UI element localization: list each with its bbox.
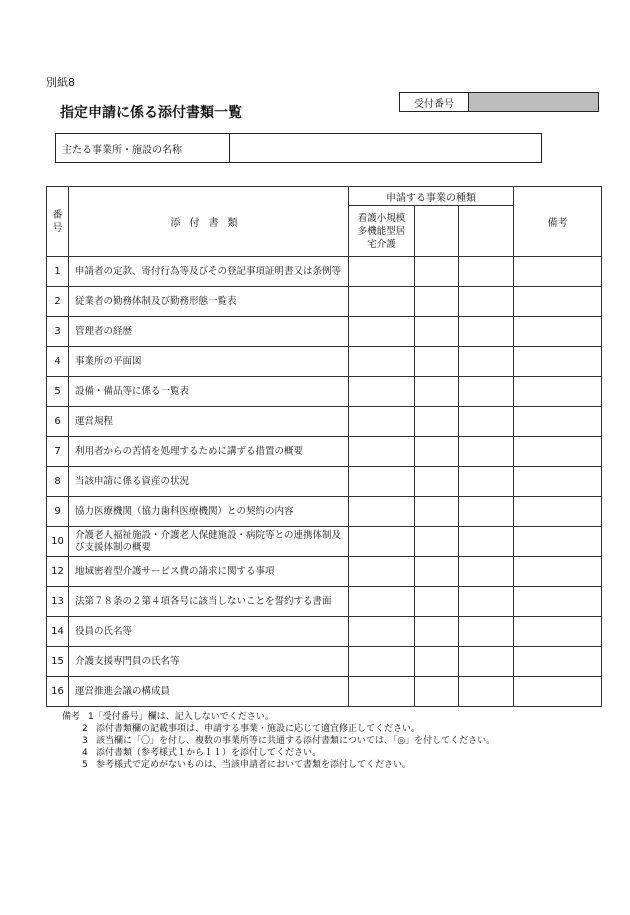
row-check-service-3[interactable] <box>459 527 514 557</box>
facility-name-box <box>55 133 542 163</box>
row-check-service-3[interactable] <box>459 407 514 437</box>
row-check-service-3[interactable] <box>459 647 514 677</box>
row-check-service-3[interactable] <box>459 437 514 467</box>
note-text: 参考様式で定めがないものは、当該申請者において書類を添付してください。 <box>96 760 412 770</box>
row-number: 10 <box>47 527 69 557</box>
row-document: 従業者の勤務体制及び勤務形態一覧表 <box>69 287 349 317</box>
table-row <box>47 377 602 407</box>
note-number: 4 <box>82 748 88 758</box>
row-document: 設備・備品等に係る一覧表 <box>69 377 349 407</box>
row-check-service-1[interactable] <box>349 497 415 527</box>
row-document: 法第７８条の２第４項各号に該当しないことを誓約する書面 <box>69 587 349 617</box>
row-check-service-3[interactable] <box>459 347 514 377</box>
row-remarks[interactable] <box>514 677 602 707</box>
row-check-service-1[interactable] <box>349 317 415 347</box>
row-remarks[interactable] <box>514 647 602 677</box>
form-label: 別紙8 <box>46 76 75 89</box>
row-number: 16 <box>47 677 69 707</box>
row-check-service-2[interactable] <box>415 617 459 647</box>
row-number: 2 <box>47 287 69 317</box>
row-number: 5 <box>47 377 69 407</box>
note-text: 添付書類欄の記載事項は、申請する事業・施設に応じて適宜修正してください。 <box>96 724 421 734</box>
row-check-service-1[interactable] <box>349 347 415 377</box>
row-check-service-2[interactable] <box>415 407 459 437</box>
row-remarks[interactable] <box>514 527 602 557</box>
table-row <box>47 347 602 377</box>
note-line <box>62 711 495 723</box>
row-document: 当該申請に係る資産の状況 <box>69 467 349 497</box>
table-row <box>47 287 602 317</box>
row-document: 利用者からの苦情を処理するために講ずる措置の概要 <box>69 437 349 467</box>
note-text: 「受付番号」欄は、記入しないでください。 <box>93 712 274 722</box>
row-document: 地域密着型介護サービス費の請求に関する事項 <box>69 557 349 587</box>
header-service-type: 申請する事業の種類 <box>349 187 514 206</box>
table-row <box>47 497 602 527</box>
table-row <box>47 317 602 347</box>
receipt-number-box <box>399 92 599 112</box>
row-check-service-3[interactable] <box>459 557 514 587</box>
note-text: 該当欄に「〇」を付し、複数の事業所等に共通する添付書類については、「◎」を付してください。 <box>96 736 496 746</box>
facility-name-label: 主たる事業所・施設の名称 <box>56 134 230 162</box>
row-check-service-2[interactable] <box>415 647 459 677</box>
table-row <box>47 407 602 437</box>
row-remarks[interactable] <box>514 497 602 527</box>
row-check-service-1[interactable] <box>349 257 415 287</box>
row-check-service-3[interactable] <box>459 677 514 707</box>
row-remarks[interactable] <box>514 587 602 617</box>
row-remarks[interactable] <box>514 557 602 587</box>
table-row <box>47 257 602 287</box>
row-check-service-1[interactable] <box>349 587 415 617</box>
row-check-service-3[interactable] <box>459 617 514 647</box>
row-remarks[interactable] <box>514 377 602 407</box>
table-row <box>47 467 602 497</box>
table-row <box>47 527 602 557</box>
page-title: 指定申請に係る添付書類一覧 <box>60 105 242 121</box>
header-service-3 <box>459 206 514 257</box>
note-line <box>62 723 495 735</box>
row-check-service-3[interactable] <box>459 467 514 497</box>
row-number: 12 <box>47 557 69 587</box>
receipt-number-field[interactable] <box>469 93 598 111</box>
row-check-service-2[interactable] <box>415 527 459 557</box>
row-remarks[interactable] <box>514 287 602 317</box>
row-check-service-3[interactable] <box>459 587 514 617</box>
row-check-service-2[interactable] <box>415 677 459 707</box>
row-document: 運営規程 <box>69 407 349 437</box>
row-check-service-2[interactable] <box>415 437 459 467</box>
header-service-2 <box>415 206 459 257</box>
table-row <box>47 557 602 587</box>
header-documents: 添付書類 <box>69 187 349 257</box>
row-check-service-1[interactable] <box>349 677 415 707</box>
row-check-service-1[interactable] <box>349 377 415 407</box>
row-document: 申請者の定款、寄付行為等及びその登記事項証明書又は条例等 <box>69 257 349 287</box>
row-check-service-2[interactable] <box>415 497 459 527</box>
attachment-table <box>46 186 602 707</box>
row-remarks[interactable] <box>514 437 602 467</box>
table-row <box>47 647 602 677</box>
row-check-service-2[interactable] <box>415 587 459 617</box>
note-number: 5 <box>82 760 88 770</box>
row-check-service-3[interactable] <box>459 497 514 527</box>
row-check-service-2[interactable] <box>415 557 459 587</box>
header-service-1: 看護小規模 多機能型居 宅介護 <box>349 206 415 257</box>
table-row <box>47 677 602 707</box>
note-line <box>62 747 495 759</box>
row-check-service-3[interactable] <box>459 377 514 407</box>
row-number: 15 <box>47 647 69 677</box>
row-number: 7 <box>47 437 69 467</box>
row-check-service-3[interactable] <box>459 257 514 287</box>
table-row <box>47 437 602 467</box>
table-row <box>47 617 602 647</box>
note-line <box>62 759 495 771</box>
row-remarks[interactable] <box>514 407 602 437</box>
note-line <box>62 735 495 747</box>
table-row <box>47 587 602 617</box>
row-remarks[interactable] <box>514 257 602 287</box>
row-check-service-3[interactable] <box>459 317 514 347</box>
row-check-service-2[interactable] <box>415 347 459 377</box>
header-number: 番 号 <box>47 187 69 257</box>
row-number: 6 <box>47 407 69 437</box>
row-remarks[interactable] <box>514 617 602 647</box>
row-document: 運営推進会議の構成員 <box>69 677 349 707</box>
row-remarks[interactable] <box>514 467 602 497</box>
facility-name-field[interactable] <box>230 134 541 162</box>
row-check-service-1[interactable] <box>349 527 415 557</box>
row-number: 8 <box>47 467 69 497</box>
row-number: 4 <box>47 347 69 377</box>
row-check-service-1[interactable] <box>349 647 415 677</box>
row-document: 介護支援専門員の氏名等 <box>69 647 349 677</box>
note-number: 3 <box>82 736 88 746</box>
row-number: 13 <box>47 587 69 617</box>
row-check-service-1[interactable] <box>349 617 415 647</box>
note-text: 添付書類（参考様式１から１１）を添付してください。 <box>96 748 322 758</box>
row-number: 14 <box>47 617 69 647</box>
row-document: 管理者の経歴 <box>69 317 349 347</box>
row-remarks[interactable] <box>514 347 602 377</box>
row-document: 協力医療機関（協力歯科医療機関）との契約の内容 <box>69 497 349 527</box>
row-check-service-1[interactable] <box>349 437 415 467</box>
note-number: 1 <box>88 712 94 722</box>
row-number: 1 <box>47 257 69 287</box>
row-document: 介護老人福祉施設・介護老人保健施設・病院等との連携体制及び支援体制の概要 <box>69 527 349 557</box>
row-number: 9 <box>47 497 69 527</box>
receipt-number-label: 受付番号 <box>400 93 469 111</box>
row-check-service-2[interactable] <box>415 467 459 497</box>
row-check-service-1[interactable] <box>349 467 415 497</box>
row-document: 役員の氏名等 <box>69 617 349 647</box>
notes-prefix: 備考 <box>62 712 81 722</box>
row-document: 事業所の平面図 <box>69 347 349 377</box>
row-check-service-2[interactable] <box>415 287 459 317</box>
row-check-service-2[interactable] <box>415 317 459 347</box>
row-check-service-2[interactable] <box>415 257 459 287</box>
notes-section <box>62 711 495 771</box>
row-check-service-2[interactable] <box>415 377 459 407</box>
row-check-service-3[interactable] <box>459 287 514 317</box>
row-check-service-1[interactable] <box>349 557 415 587</box>
header-remarks: 備考 <box>514 187 602 257</box>
row-number: 3 <box>47 317 69 347</box>
note-number: 2 <box>82 724 88 734</box>
row-check-service-1[interactable] <box>349 287 415 317</box>
row-remarks[interactable] <box>514 317 602 347</box>
row-check-service-1[interactable] <box>349 407 415 437</box>
